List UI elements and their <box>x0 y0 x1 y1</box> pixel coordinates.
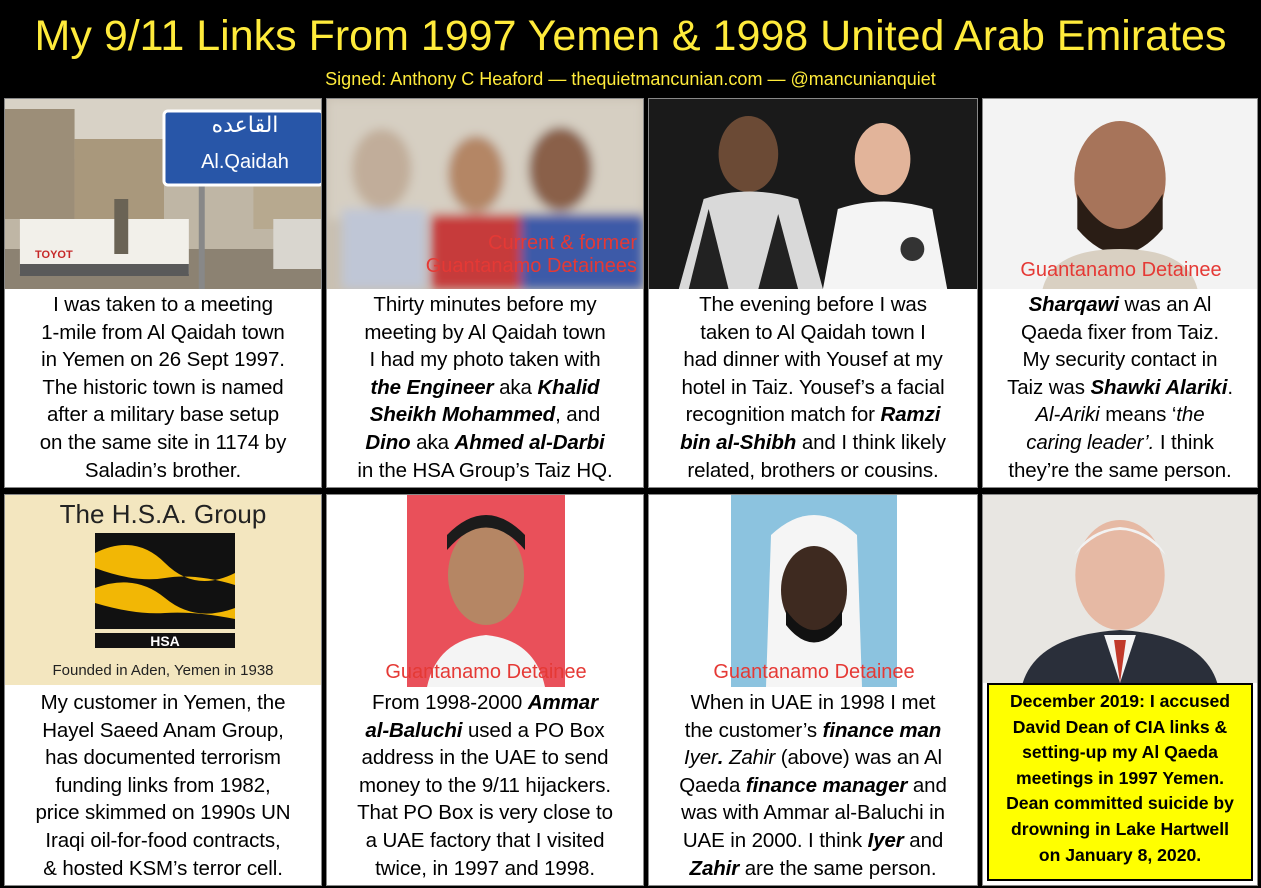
caption-line <box>987 429 1253 457</box>
detainee-overlay <box>983 259 1258 282</box>
caption-line: My customer in Yemen, the <box>40 691 286 714</box>
note-line: setting-up my Al Qaeda <box>1022 742 1218 763</box>
caption-segment: . <box>1227 375 1233 399</box>
caption-segment: Zahir <box>689 856 740 880</box>
caption-segment: Ammar <box>527 691 598 714</box>
sign-latin-text: Al.Qaidah <box>201 151 289 173</box>
panel-photo-detainees <box>326 98 644 488</box>
caption-line: Saladin’s brother. <box>84 458 242 482</box>
overlay-line: Guantanamo Detainees <box>425 255 637 277</box>
panel-hsa-group <box>4 494 322 886</box>
caption-line <box>331 799 639 827</box>
caption-line <box>331 457 639 485</box>
caption <box>327 689 643 882</box>
caption-segment: Ramzi <box>880 403 941 427</box>
caption-line <box>331 689 639 717</box>
caption-segment: I think <box>1154 430 1214 454</box>
caption-segment: finance man <box>822 718 942 742</box>
truck-label: TOYOT <box>35 249 73 261</box>
caption-segment: money to the 9/11 hijackers. <box>358 773 612 797</box>
caption <box>5 291 321 484</box>
caption-line: The historic town is named <box>42 375 284 399</box>
caption <box>649 291 977 484</box>
caption-line <box>331 827 639 855</box>
caption-line <box>653 772 973 800</box>
caption-segment: Dino <box>365 430 411 454</box>
caption-segment: had dinner with Yousef at my <box>683 348 943 372</box>
caption-line <box>987 457 1253 485</box>
caption-segment: finance manager <box>745 773 908 797</box>
caption-segment: the <box>1176 403 1205 427</box>
caption-segment: UAE in 2000. I think <box>682 828 868 852</box>
caption-line <box>653 827 973 855</box>
caption-segment: and <box>903 828 944 852</box>
caption-line <box>987 401 1253 429</box>
caption-line <box>987 374 1253 402</box>
note-box <box>987 683 1253 881</box>
zahir-photo <box>731 495 897 687</box>
caption-line <box>987 319 1253 347</box>
caption <box>983 291 1257 484</box>
caption-segment: taken to Al Qaidah town I <box>700 320 926 344</box>
caption-line: Iraqi oil-for-food contracts, <box>45 828 281 852</box>
caption-segment: twice, in 1997 and 1998. <box>375 856 595 880</box>
caption-segment: aka <box>493 375 538 399</box>
caption-segment: Thirty minutes before my <box>373 293 597 316</box>
caption-segment: Sharqawi <box>1028 293 1119 316</box>
detainee-overlay <box>649 661 978 684</box>
caption-line <box>653 744 973 772</box>
caption-line <box>653 689 973 717</box>
caption-segment: Shawki Alariki <box>1090 375 1228 399</box>
caption-segment: Al-Ariki <box>1035 403 1100 427</box>
caption-segment: Ahmed al-Darbi <box>454 430 605 454</box>
caption-segment: (above) was an Al <box>775 746 943 770</box>
caption-segment: , and <box>555 403 601 427</box>
caption-line <box>653 799 973 827</box>
caption-line: in Yemen on 26 Sept 1997. <box>41 348 285 372</box>
caption-line: 1-mile from Al Qaidah town <box>41 320 285 344</box>
caption-segment: Khalid <box>537 375 600 399</box>
caption-line: price skimmed on 1990s UN <box>35 801 291 825</box>
caption-segment: are the same person. <box>739 856 937 880</box>
zahir-photo-area <box>649 495 977 687</box>
caption-line: has documented terrorism <box>45 746 281 770</box>
note-line: on January 8, 2020. <box>1038 844 1202 865</box>
caption-line <box>331 429 639 457</box>
ammar-photo-area <box>327 495 643 687</box>
caption-line: on the same site in 1174 by <box>39 430 287 454</box>
caption-line: funding links from 1982, <box>55 773 271 797</box>
caption-segment: When in UAE in 1998 I met <box>690 691 936 714</box>
caption-segment: Iyer <box>867 828 904 852</box>
caption-segment: the Engineer <box>370 375 494 399</box>
note-line: Dean committed suicide by <box>1006 793 1234 814</box>
caption-segment: . <box>717 746 724 770</box>
caption-line <box>653 319 973 347</box>
note-line: December 2019: I accused <box>1009 691 1231 711</box>
panel-david-dean <box>982 494 1258 886</box>
caption-line <box>653 291 973 319</box>
caption-line <box>331 346 639 374</box>
caption-segment: bin al-Shibh <box>680 430 797 454</box>
caption-segment: meeting by Al Qaidah town <box>364 320 606 344</box>
caption-line <box>331 291 639 319</box>
hsa-logo-mark: HSA <box>150 633 180 648</box>
caption-segment: address in the UAE to send <box>361 746 609 770</box>
page-title: My 9/11 Links From 1997 Yemen & 1998 United Arab Emirates <box>34 12 1227 60</box>
caption-line <box>331 401 639 429</box>
caption-line: I was taken to a meeting <box>53 293 273 316</box>
note-line: David Dean of CIA links & <box>1012 716 1228 737</box>
caption-line <box>653 374 973 402</box>
caption-segment: Zahir <box>723 746 776 770</box>
caption-line <box>653 429 973 457</box>
caption-line: after a military base setup <box>46 403 280 427</box>
caption-segment: recognition match for <box>685 403 881 427</box>
caption-line: & hosted KSM’s terror cell. <box>43 856 283 880</box>
panel-zahir <box>648 494 978 886</box>
overlay-line: Current & former <box>488 232 637 254</box>
note-line: drowning in Lake Hartwell <box>1011 818 1229 839</box>
detainee-overlay <box>426 232 637 278</box>
caption-segment: related, brothers or cousins. <box>687 458 939 482</box>
al-qaidah-sign-photo <box>5 99 321 289</box>
caption-line: Hayel Saeed Anam Group, <box>42 718 284 742</box>
page-subtitle: Signed: Anthony C Heaford — thequietmancunian.com — @mancunianquiet <box>325 69 936 89</box>
header <box>0 0 1261 96</box>
caption-segment: the customer’s <box>684 718 823 742</box>
dinner-photo <box>649 99 977 289</box>
hsa-logo-title: The H.S.A. Group <box>59 499 267 529</box>
david-dean-photo <box>983 495 1257 683</box>
caption-segment: a UAE factory that I visited <box>365 828 605 852</box>
caption-segment: al-Baluchi <box>365 718 463 742</box>
caption-segment: My security contact in <box>1022 348 1218 372</box>
caption-segment: From 1998-2000 <box>372 691 528 714</box>
caption-line <box>653 401 973 429</box>
caption-segment: hotel in Taiz. Yousef’s a facial <box>681 375 945 399</box>
caption <box>5 689 321 882</box>
panel-dinner-photo <box>648 98 978 488</box>
detainee-overlay <box>327 661 644 684</box>
caption-line <box>987 346 1253 374</box>
caption-segment: and I think likely <box>796 430 946 454</box>
caption-segment: was an Al <box>1118 293 1212 316</box>
caption-segment: means ‘ <box>1099 403 1177 427</box>
panel-ammar-al-baluchi <box>326 494 644 886</box>
hsa-logo-area <box>5 495 321 685</box>
caption-segment: in the HSA Group’s Taiz HQ. <box>357 458 613 482</box>
ammar-photo <box>407 495 565 687</box>
caption-line <box>331 855 639 883</box>
caption-segment: caring leader’. <box>1026 430 1155 454</box>
caption-line <box>653 457 973 485</box>
panel-al-qaidah-sign <box>4 98 322 488</box>
caption-line <box>653 346 973 374</box>
caption-line <box>331 319 639 347</box>
caption-segment: they’re the same person. <box>1008 458 1232 482</box>
caption <box>649 689 977 882</box>
hsa-logo-foot: Founded in Aden, Yemen in 1938 <box>52 662 274 679</box>
caption <box>327 291 643 484</box>
caption-segment: used a PO Box <box>462 718 605 742</box>
caption-line <box>653 717 973 745</box>
caption-segment: Sheikh Mohammed <box>369 403 556 427</box>
caption-line <box>331 772 639 800</box>
caption-line <box>653 855 973 883</box>
caption-segment: That PO Box is very close to <box>357 801 613 825</box>
caption-line <box>331 374 639 402</box>
caption-line <box>331 717 639 745</box>
caption-segment: was with Ammar al-Baluchi in <box>681 801 945 825</box>
note-line: meetings in 1997 Yemen. <box>1016 767 1224 788</box>
caption-segment: Qaeda fixer from Taiz. <box>1021 320 1219 344</box>
caption-segment: I had my photo taken with <box>369 348 601 372</box>
panel-sharqawi <box>982 98 1258 488</box>
overlay-line: Guantanamo Detainee <box>385 661 587 683</box>
caption-segment: Taiz was <box>1007 375 1091 399</box>
overlay-line: Guantanamo Detainee <box>713 661 915 683</box>
caption-segment: The evening before I was <box>699 293 927 316</box>
caption-segment: Qaeda <box>679 773 746 797</box>
caption-line <box>331 744 639 772</box>
caption-line <box>987 291 1253 319</box>
caption-segment: Iyer <box>683 746 718 770</box>
caption-segment: and <box>907 773 947 797</box>
caption-segment: aka <box>410 430 455 454</box>
hsa-logo-icon <box>95 533 235 648</box>
sign-arabic-text: القاعده <box>211 113 279 138</box>
overlay-line: Guantanamo Detainee <box>1020 259 1222 281</box>
